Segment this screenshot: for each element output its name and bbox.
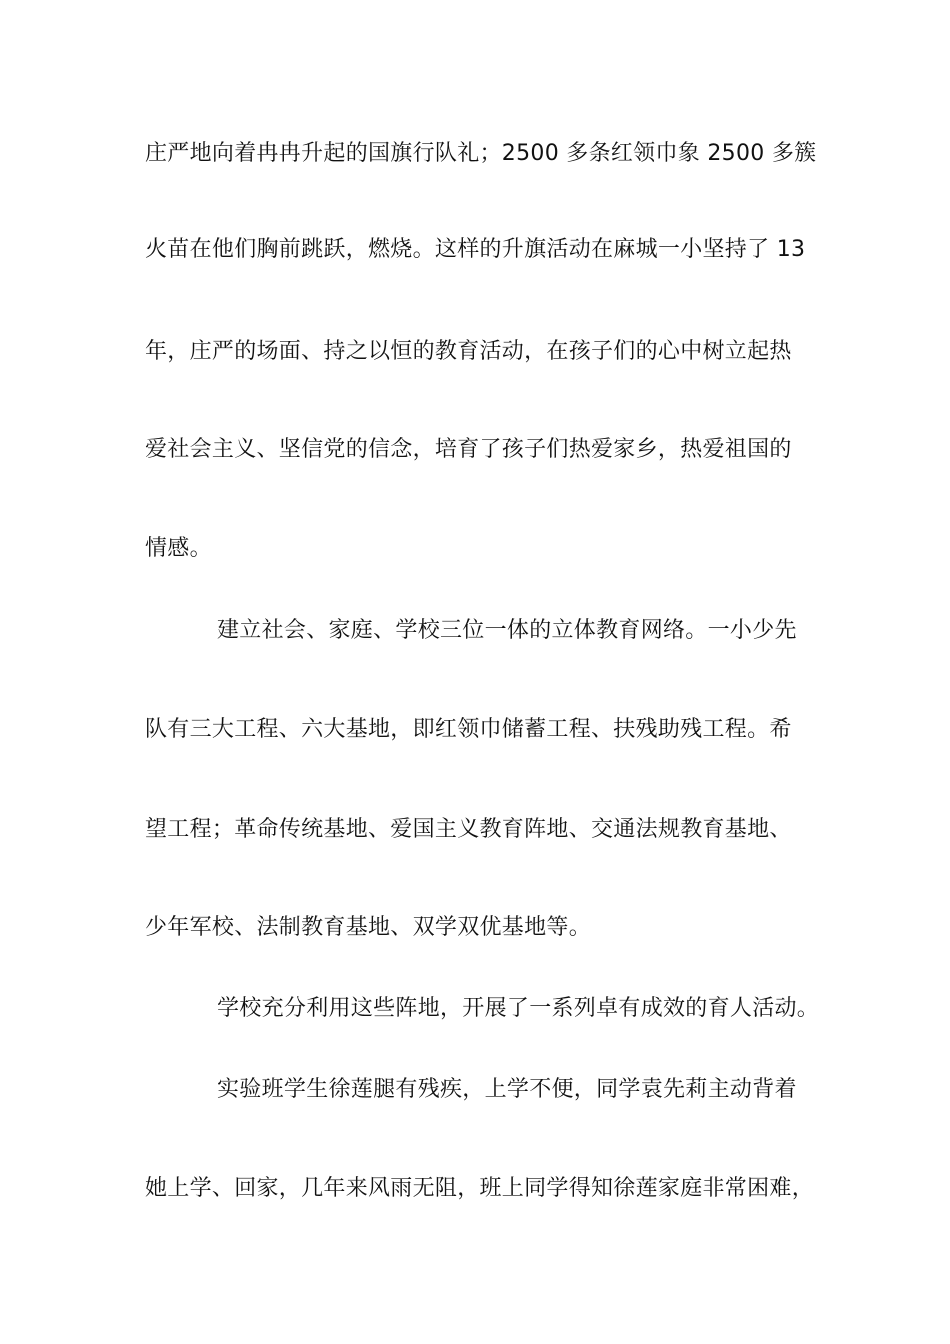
- text-line-3: 年，庄严的场面、持之以恒的教育活动，在孩子们的心中树立起热: [145, 339, 792, 364]
- text-line-10: 学校充分利用这些阵地，开展了一系列卓有成效的育人活动。: [217, 996, 820, 1021]
- text-line-5: 情感。: [145, 536, 212, 561]
- text-line-7: 队有三大工程、六大基地，即红领巾储蓄工程、扶残助残工程。希: [145, 717, 792, 742]
- text-line-2: 火苗在他们胸前跳跃，燃烧。这样的升旗活动在麻城一小坚持了 13: [145, 237, 806, 262]
- text-line-4: 爱社会主义、坚信党的信念，培育了孩子们热爱家乡，热爱祖国的: [145, 437, 792, 462]
- text-line-8: 望工程；革命传统基地、爱国主义教育阵地、交通法规教育基地、: [145, 817, 792, 842]
- text-line-6: 建立社会、家庭、学校三位一体的立体教育网络。一小少先: [217, 618, 797, 643]
- text-line-12: 她上学、回家，几年来风雨无阻，班上同学得知徐莲家庭非常困难，: [145, 1176, 815, 1201]
- text-line-11: 实验班学生徐莲腿有残疾，上学不便，同学袁先莉主动背着: [217, 1077, 797, 1102]
- text-line-1: 庄严地向着冉冉升起的国旗行队礼；2500 多条红领巾象 2500 多簇: [145, 141, 817, 166]
- text-line-9: 少年军校、法制教育基地、双学双优基地等。: [145, 915, 592, 940]
